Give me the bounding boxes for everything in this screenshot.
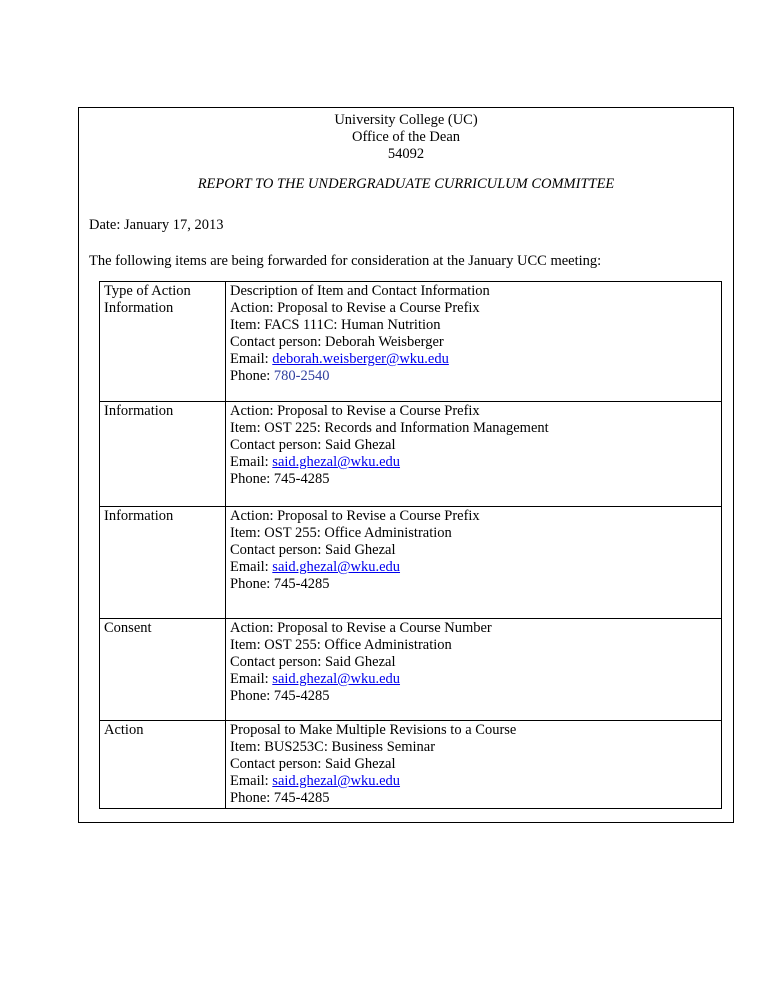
row-type: Consent	[104, 620, 152, 636]
row-contact: Contact person: Said Ghezal	[230, 437, 396, 453]
phone-label: Phone:	[230, 790, 274, 806]
email-label: Email:	[230, 773, 273, 789]
row-phone-line	[230, 368, 717, 385]
phone-label: Phone:	[230, 576, 274, 592]
email-label: Email:	[230, 454, 273, 470]
office-number: 54092	[387, 146, 425, 162]
row-phone-line	[230, 688, 717, 705]
type-cell	[100, 282, 226, 402]
phone-number: 745-4285	[273, 471, 330, 487]
email-label: Email:	[230, 559, 273, 575]
row-action: Action: Proposal to Revise a Course Prefix	[230, 403, 480, 419]
row-contact: Contact person: Said Ghezal	[230, 542, 396, 558]
phone-label: Phone:	[230, 688, 274, 704]
row-action: Action: Proposal to Revise a Course Number	[230, 620, 492, 636]
row-item: Item: FACS 111C: Human Nutrition	[230, 317, 441, 333]
row-contact: Contact person: Deborah Weisberger	[230, 334, 444, 350]
row-type: Action	[104, 722, 144, 738]
row-item: Item: BUS253C: Business Seminar	[230, 739, 436, 755]
row-action: Action: Proposal to Revise a Course Prefix	[230, 508, 480, 524]
table-row	[100, 721, 722, 809]
row-email-line	[230, 671, 717, 688]
row-contact: Contact person: Said Ghezal	[230, 654, 396, 670]
type-cell	[100, 402, 226, 507]
intro-text: The following items are being forwarded for consideration at the January UCC meeting:	[89, 253, 602, 269]
row-email-line	[230, 351, 717, 368]
row-phone-line	[230, 576, 717, 593]
phone-number: 780-2540	[273, 368, 330, 384]
type-cell	[100, 619, 226, 721]
row-type: Information	[104, 300, 174, 316]
phone-number: 745-4285	[273, 790, 330, 806]
description-cell	[226, 402, 722, 507]
row-email-line	[230, 559, 717, 576]
row-item: Item: OST 225: Records and Information Management	[230, 420, 549, 436]
items-table	[99, 281, 722, 809]
type-cell	[100, 721, 226, 809]
col-header-type: Type of Action	[104, 283, 191, 299]
description-cell	[226, 282, 722, 402]
row-type: Information	[104, 508, 174, 524]
email-link[interactable]: said.ghezal@wku.edu	[272, 559, 401, 575]
description-cell	[226, 619, 722, 721]
phone-label: Phone:	[230, 471, 274, 487]
row-email-line	[230, 773, 717, 790]
report-date: Date: January 17, 2013	[89, 217, 224, 233]
office-header	[79, 112, 733, 163]
table-row	[100, 507, 722, 619]
row-contact: Contact person: Said Ghezal	[230, 756, 396, 772]
row-email-line	[230, 454, 717, 471]
email-link[interactable]: said.ghezal@wku.edu	[272, 671, 401, 687]
office-name: Office of the Dean	[351, 129, 461, 145]
phone-number: 745-4285	[273, 576, 330, 592]
email-link[interactable]: said.ghezal@wku.edu	[272, 773, 401, 789]
row-phone-line	[230, 471, 717, 488]
row-phone-line	[230, 790, 717, 807]
college-name: University College (UC)	[334, 112, 478, 128]
phone-label: Phone:	[230, 368, 274, 384]
row-item: Item: OST 255: Office Administration	[230, 525, 452, 541]
email-label: Email:	[230, 671, 273, 687]
table-row	[100, 282, 722, 402]
row-item: Item: OST 255: Office Administration	[230, 637, 452, 653]
row-action: Action: Proposal to Revise a Course Prefix	[230, 300, 480, 316]
phone-number: 745-4285	[273, 688, 330, 704]
email-link[interactable]: said.ghezal@wku.edu	[272, 454, 401, 470]
table-row	[100, 402, 722, 507]
row-type: Information	[104, 403, 174, 419]
col-header-description: Description of Item and Contact Information	[230, 283, 490, 299]
report-title: REPORT TO THE UNDERGRADUATE CURRICULUM COMMITTEE	[197, 176, 615, 192]
type-cell	[100, 507, 226, 619]
table-row	[100, 619, 722, 721]
description-cell	[226, 721, 722, 809]
document-frame	[78, 107, 734, 823]
description-cell	[226, 507, 722, 619]
email-label: Email:	[230, 351, 273, 367]
email-link[interactable]: deborah.weisberger@wku.edu	[272, 351, 449, 367]
row-action: Proposal to Make Multiple Revisions to a Course	[230, 722, 517, 738]
